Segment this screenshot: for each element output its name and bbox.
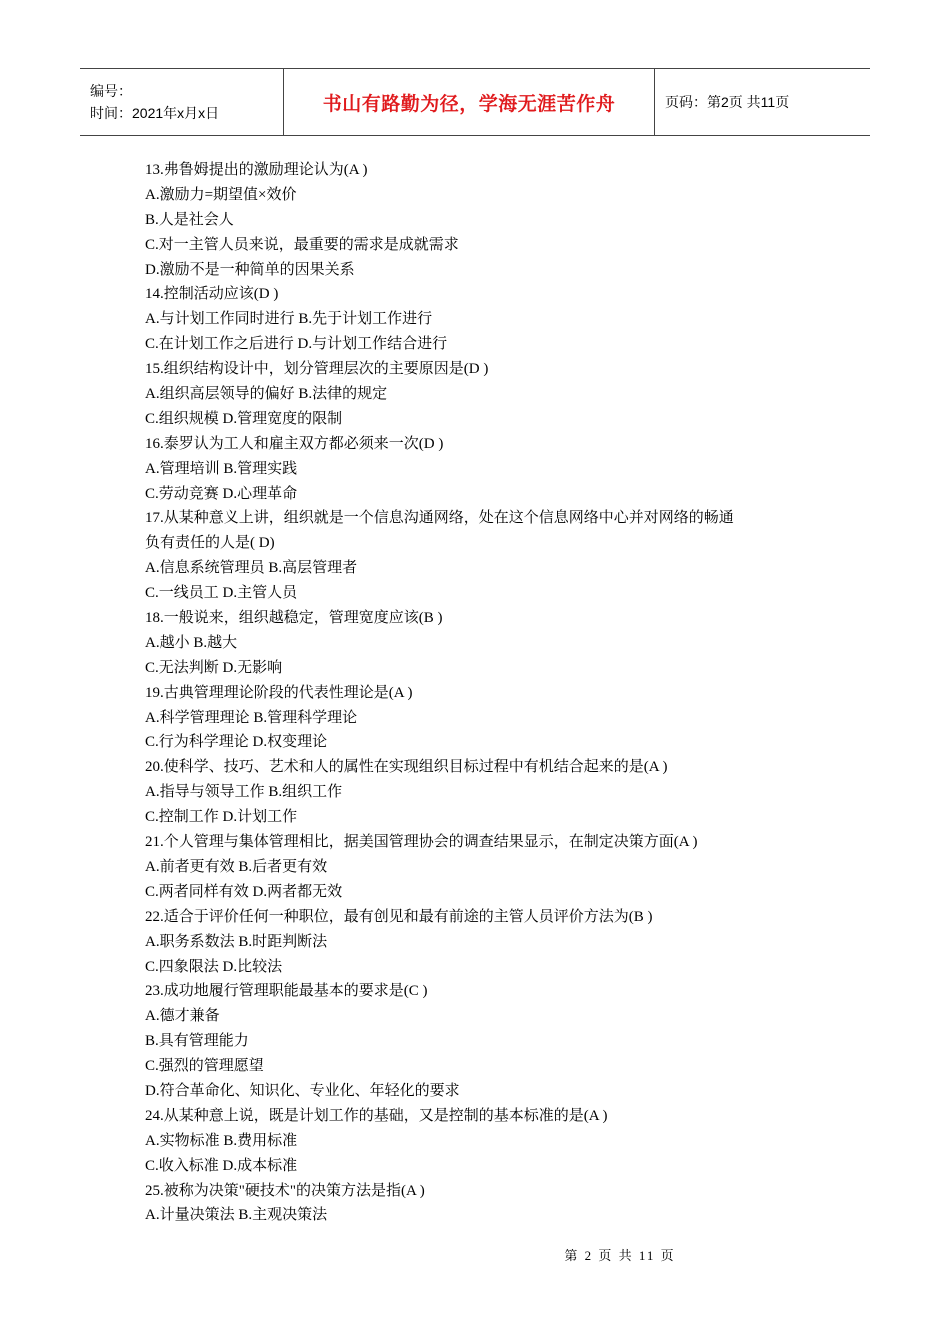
question-line: 17.从某种意义上讲，组织就是一个信息沟通网络，处在这个信息网络中心并对网络的畅通 xyxy=(145,510,734,527)
option-line: C.对一主管人员来说，最重要的需求是成就需求 xyxy=(145,236,459,253)
option-line: C.收入标准 D.成本标准 xyxy=(145,1157,298,1174)
option-line: A.组织高层领导的偏好 B.法律的规定 xyxy=(145,386,388,403)
option-line: C.在计划工作之后进行 D.与计划工作结合进行 xyxy=(145,336,448,353)
header-info-cell xyxy=(80,69,283,135)
question-line: 13.弗鲁姆提出的激励理论认为(A ) xyxy=(145,162,368,178)
option-line: C.两者同样有效 D.两者都无效 xyxy=(145,883,343,900)
option-line: B.具有管理能力 xyxy=(145,1033,249,1050)
option-line: A.科学管理理论 B.管理科学理论 xyxy=(145,709,358,726)
page-header xyxy=(80,68,870,136)
option-line: C.无法判断 D.无影响 xyxy=(145,659,283,676)
option-line: A.计量决策法 B.主观决策法 xyxy=(145,1207,328,1224)
page-footer xyxy=(0,1245,950,1264)
question-line: 25.被称为决策"硬技术"的决策方法是指(A ) xyxy=(145,1182,425,1199)
question-line: 15.组织结构设计中，划分管理层次的主要原因是(D ) xyxy=(145,361,489,378)
motto-text: 书山有路勤为径，学海无涯苦作舟 xyxy=(322,92,616,115)
footer-page-number: 第 2 页 共 11 页 xyxy=(564,1248,676,1263)
option-line: C.控制工作 D.计划工作 xyxy=(145,809,298,826)
option-line: A.德才兼备 xyxy=(145,1008,220,1025)
question-line: 23.成功地履行管理职能最基本的要求是(C ) xyxy=(145,983,428,1000)
question-list xyxy=(145,158,815,1228)
question-line: 20.使科学、技巧、艺术和人的属性在实现组织目标过程中有机结合起来的是(A ) xyxy=(145,759,668,776)
serial-label: 编号： xyxy=(90,83,132,99)
question-line: 18.一般说来，组织越稳定，管理宽度应该(B ) xyxy=(145,610,443,627)
option-line: D.符合革命化、知识化、专业化、年轻化的要求 xyxy=(145,1082,460,1099)
question-line: 24.从某种意上说，既是计划工作的基础，又是控制的基本标准的是(A ) xyxy=(145,1107,608,1124)
question-line: 22.适合于评价任何一种职位，最有创见和最有前途的主管人员评价方法为(B ) xyxy=(145,908,653,925)
option-line: A.与计划工作同时进行 B.先于计划工作进行 xyxy=(145,311,433,328)
option-line: A.信息系统管理员 B.高层管理者 xyxy=(145,560,358,577)
question-line: 19.古典管理理论阶段的代表性理论是(A ) xyxy=(145,684,413,701)
option-line: C.强烈的管理愿望 xyxy=(145,1058,264,1075)
option-line: C.行为科学理论 D.权变理论 xyxy=(145,734,328,751)
option-line: C.一线员工 D.主管人员 xyxy=(145,585,298,602)
option-line: D.激励不是一种简单的因果关系 xyxy=(145,261,355,278)
option-line: A.激励力=期望值×效价 xyxy=(145,186,297,203)
option-line: A.职务系数法 B.时距判断法 xyxy=(145,933,328,950)
time-label: 时间：2021年x月x日 xyxy=(90,105,220,121)
header-motto-cell xyxy=(283,69,655,135)
page-code: 页码：第2页 共11页 xyxy=(665,94,790,110)
option-line: A.前者更有效 B.后者更有效 xyxy=(145,858,328,875)
option-line: C.四象限法 D.比较法 xyxy=(145,958,283,975)
option-line: C.组织规模 D.管理宽度的限制 xyxy=(145,410,343,427)
option-line: A.实物标准 B.费用标准 xyxy=(145,1132,298,1149)
question-line: 16.泰罗认为工人和雇主双方都必须来一次(D ) xyxy=(145,435,444,452)
option-line: 负有责任的人是( D) xyxy=(145,535,275,552)
option-line: A.越小 B.越大 xyxy=(145,634,238,651)
question-line: 14.控制活动应该(D ) xyxy=(145,286,279,303)
option-line: A.指导与领导工作 B.组织工作 xyxy=(145,784,343,801)
option-line: B.人是社会人 xyxy=(145,211,234,228)
option-line: A.管理培训 B.管理实践 xyxy=(145,460,298,477)
option-line: C.劳动竞赛 D.心理革命 xyxy=(145,485,298,502)
question-line: 21.个人管理与集体管理相比，据美国管理协会的调查结果显示，在制定决策方面(A ) xyxy=(145,834,698,851)
header-page-cell xyxy=(655,69,870,135)
